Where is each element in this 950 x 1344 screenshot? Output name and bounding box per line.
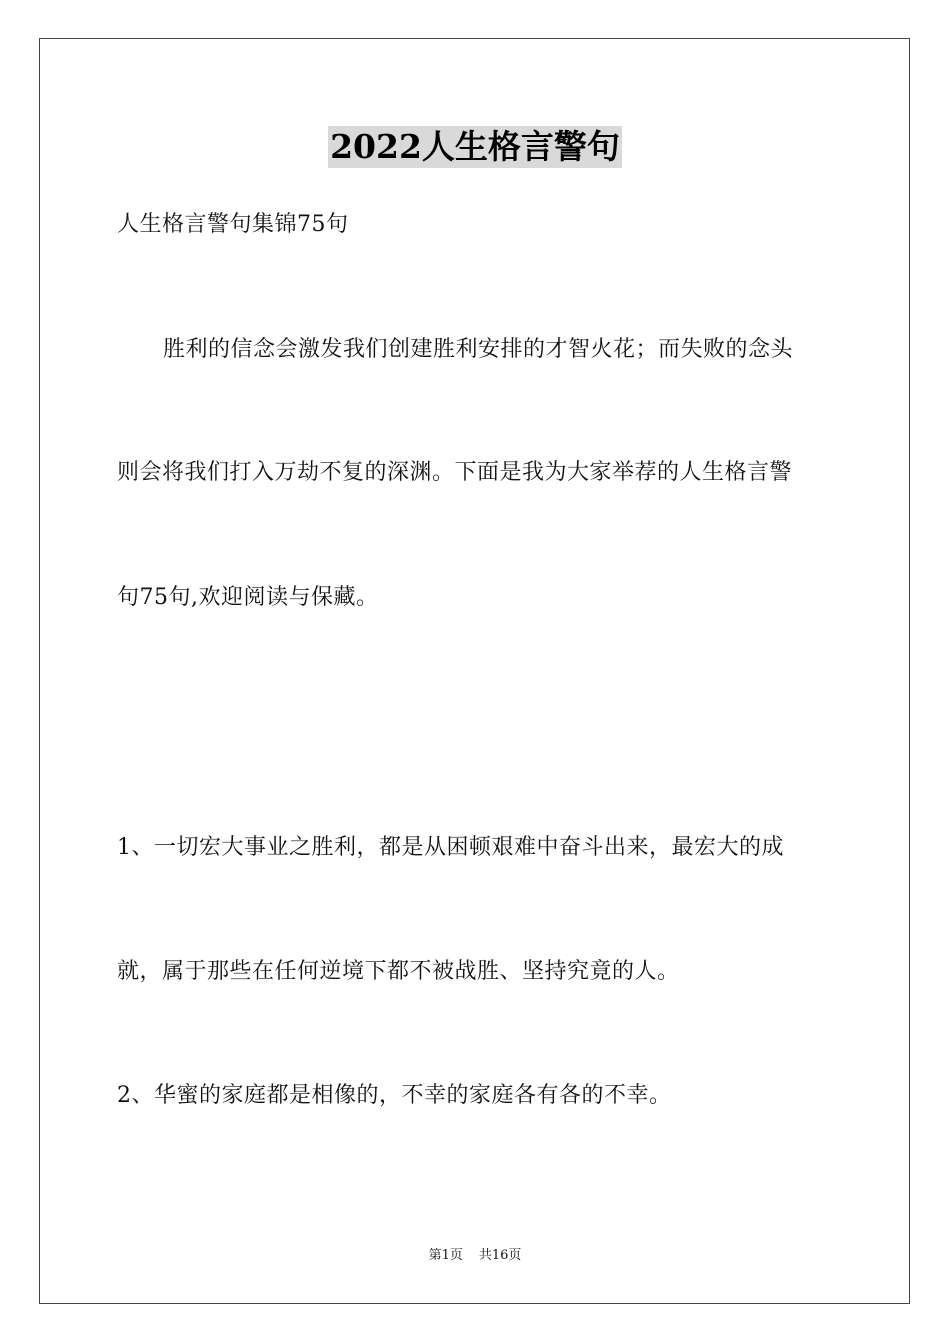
paragraph-line: 句75句,欢迎阅读与保藏。 (117, 585, 379, 610)
quote-item-1-line: 1、一切宏大事业之胜利，都是从困顿艰难中奋斗出来，最宏大的成 (117, 835, 784, 860)
paragraph-line: 胜利的信念会激发我们创建胜利安排的才智火花；而失败的念头 (163, 337, 794, 362)
page-total: 共16页 (478, 1248, 522, 1263)
page-number: 第1页 (428, 1248, 463, 1263)
document-subtitle: 人生格言警句集锦75句 (117, 212, 349, 237)
document-title: 2022人生格言警句 (330, 127, 620, 166)
title-container (0, 126, 950, 168)
page-footer (0, 1247, 950, 1265)
quote-item-1-line: 就，属于那些在任何逆境下都不被战胜、坚持究竟的人。 (117, 959, 680, 984)
quote-item-2-line: 2、华蜜的家庭都是相像的，不幸的家庭各有各的不幸。 (117, 1083, 672, 1108)
paragraph-line: 则会将我们打入万劫不复的深渊。下面是我为大家举荐的人生格言警 (117, 460, 793, 485)
